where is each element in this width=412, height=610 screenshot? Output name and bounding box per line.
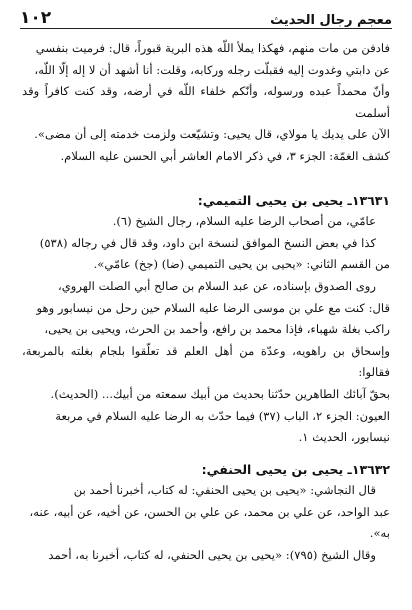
text-line: به». <box>369 526 390 541</box>
page-body <box>22 38 390 567</box>
text-line: كذا في بعض النسخ الموافق لنسخة ابن داود، وقد قال في رجاله (٥٣٨) <box>39 235 376 250</box>
text-line: عن دابتي وغدوت إليه فقبلّت رجله وركابه، وقلت: أنا أشهد أن لا إله إلّا اللّه، <box>34 62 390 77</box>
entry-heading: ١٣٦٣٢ـ يحيى بن يحيى الحنفي: <box>201 461 390 477</box>
text-line: روى الصدوق بإسناده، عن عبد السلام بن صالح أبي الصلت الهروي، <box>57 278 376 293</box>
text-line: من القسم الثاني: «يحيى بن يحيى التميمي (ضا) (جخ) عامّي». <box>93 257 390 272</box>
text-line: العيون: الجزء ٢، الباب (٣٧) فيما حدّث به الرضا عليه السلام في مربعة <box>55 408 390 423</box>
text-line: عامّي، من أصحاب الرضا عليه السلام، رجال الشيخ (٦). <box>112 214 376 229</box>
text-line: عبد الواحد، عن علي بن محمد، عن علي بن الحسن، عن أخيه، عن أبيه، عنه، <box>29 504 390 519</box>
page-header <box>20 6 392 28</box>
text-line: راكب بغلة شهباء، فإذا محمد بن رافع، وأحمد بن الحرث، ويحيى بن يحيى، <box>44 322 390 337</box>
text-line: كشف الغمّة: الجزء ٣، في ذكر الامام العاشر أبي الحسن عليه السلام. <box>60 148 390 163</box>
text-line: فادفن من مات منهم، فهكذا يملأ اللّه هذه البرية قبوراً، قال: فرميت بنفسي <box>35 41 390 55</box>
text-line: بحقّ آبائك الطاهرين حدّثنا بحديث من أبيك سمعته من أبيك... (الحديث). <box>50 386 390 401</box>
text-line: الآن على يديك يا مولاي، قال يحيى: وتشيّعت ولزمت خدمته إلى أن مضى». <box>34 127 390 142</box>
text-line: قال: كنت مع علي بن موسى الرضا عليه السلام حين رحل من نيسابور وهو <box>36 300 390 315</box>
text-line: نيسابور، الحديث ١. <box>298 430 390 445</box>
text-line: وإسحاق بن راهويه، وعدّة من أهل العلم قد تعلّقوا بلجام بغلته بالمربعة، فقالوا: <box>22 343 390 380</box>
text-line: وقال الشيخ (٧٩٥): «يحيى بن يحيى الحنفي، له كتاب، أخبرنا به، أحمد <box>48 548 376 563</box>
header-rule <box>20 28 392 29</box>
text-line: وأنّ محمداً عبده ورسوله، وأنّكم خلفاء اللّه في أرضه، وقد كنت كافراً وقد أسلمت <box>22 84 390 120</box>
running-title: معجم رجال الحديث <box>270 13 392 28</box>
text-line: قال النجاشي: «يحيى بن يحيى الحنفي: له كتاب، أخبرنا أحمد بن <box>73 483 376 498</box>
entry-heading: ١٣٦٣١ـ يحيى بن يحيى التميمي: <box>197 192 390 208</box>
page-number: ١٠٢ <box>20 8 52 28</box>
